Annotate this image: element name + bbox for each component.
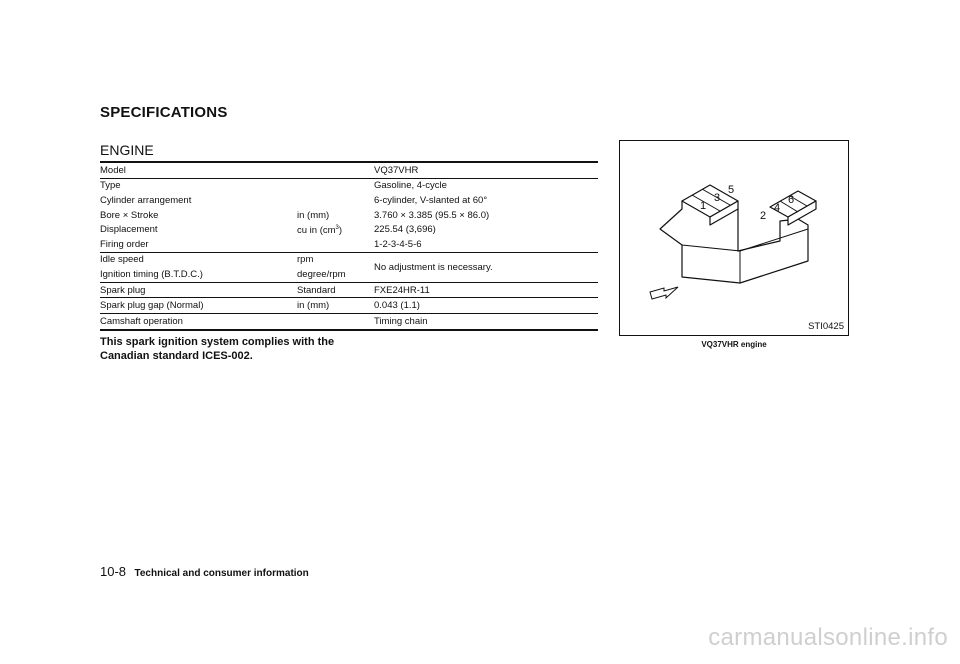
spec-value: 0.043 (1.1) xyxy=(374,298,598,314)
chapter-title: Technical and consumer information xyxy=(134,568,309,579)
table-row xyxy=(100,282,598,298)
section-title: SPECIFICATIONS xyxy=(100,104,228,121)
unit-text-close: ) xyxy=(338,225,343,237)
table-row xyxy=(100,178,598,193)
spec-value: VQ37VHR xyxy=(374,164,419,176)
cylinder-number: 5 xyxy=(728,184,735,196)
watermark: carmanualsonline.info xyxy=(708,624,948,651)
spec-item: Cylinder arrangement xyxy=(100,194,192,206)
spec-unit: in (mm) xyxy=(297,209,330,221)
spec-unit xyxy=(297,178,374,193)
spec-unit xyxy=(297,313,374,329)
spec-item: Spark plug gap (Normal) xyxy=(100,298,297,314)
unit-superscript: 3 xyxy=(335,225,339,232)
spec-item: Spark plug xyxy=(100,282,297,298)
spec-item: Type xyxy=(100,180,121,192)
cylinder-number: 1 xyxy=(700,200,707,212)
page-number: 10-8 xyxy=(100,564,127,579)
spec-value: FXE24HR-11 xyxy=(374,282,598,298)
spec-item: Bore × Stroke xyxy=(100,209,159,221)
spec-unit: Standard xyxy=(297,282,374,298)
figure-code: STI0425 xyxy=(808,321,844,332)
spec-item: Idle speed xyxy=(100,254,144,266)
spec-item: Firing order xyxy=(100,237,297,252)
engine-spec-table xyxy=(100,161,598,331)
spec-unit xyxy=(297,193,374,208)
table-row xyxy=(100,222,598,237)
spec-item: Displacement xyxy=(100,224,158,236)
table-row xyxy=(100,193,598,208)
table-row xyxy=(100,208,598,223)
spec-value: Timing chain xyxy=(374,315,428,327)
spec-value: No adjustment is necessary. xyxy=(374,252,598,282)
cylinder-number: 6 xyxy=(788,194,795,206)
cylinder-number: 4 xyxy=(774,202,781,214)
compliance-note: This spark ignition system complies with the Canadian standard ICES-002. xyxy=(100,336,335,362)
spec-unit: degree/rpm xyxy=(297,267,374,282)
table-row xyxy=(100,162,598,178)
table-row xyxy=(100,252,598,267)
spec-unit xyxy=(297,162,374,178)
spec-item: Model xyxy=(100,164,126,176)
spec-unit xyxy=(297,237,374,252)
spec-item: Ignition timing (B.T.D.C.) xyxy=(100,267,297,282)
v6-engine-diagram xyxy=(620,141,848,335)
table-row xyxy=(100,298,598,314)
unit-text: cu in (cm xyxy=(297,225,336,237)
cylinder-number: 3 xyxy=(714,192,721,204)
spec-unit xyxy=(297,222,374,237)
page-footer xyxy=(100,563,309,581)
spec-value: Gasoline, 4-cycle xyxy=(374,180,447,192)
engine-figure xyxy=(619,140,849,336)
spec-unit: rpm xyxy=(297,254,314,266)
table-row xyxy=(100,237,598,252)
spec-value: 225.54 (3,696) xyxy=(374,224,436,236)
front-arrow-icon xyxy=(650,287,678,299)
spec-item: Camshaft operation xyxy=(100,315,183,327)
table-row xyxy=(100,313,598,329)
spec-value: 6-cylinder, V-slanted at 60° xyxy=(374,194,488,206)
cylinder-number: 2 xyxy=(760,210,767,222)
spec-unit: in (mm) xyxy=(297,298,374,314)
figure-caption: VQ37VHR engine xyxy=(701,340,767,349)
subsection-title: ENGINE xyxy=(100,142,154,158)
spec-value: 3.760 × 3.385 (95.5 × 86.0) xyxy=(374,209,490,221)
spec-value: 1-2-3-4-5-6 xyxy=(374,237,598,252)
